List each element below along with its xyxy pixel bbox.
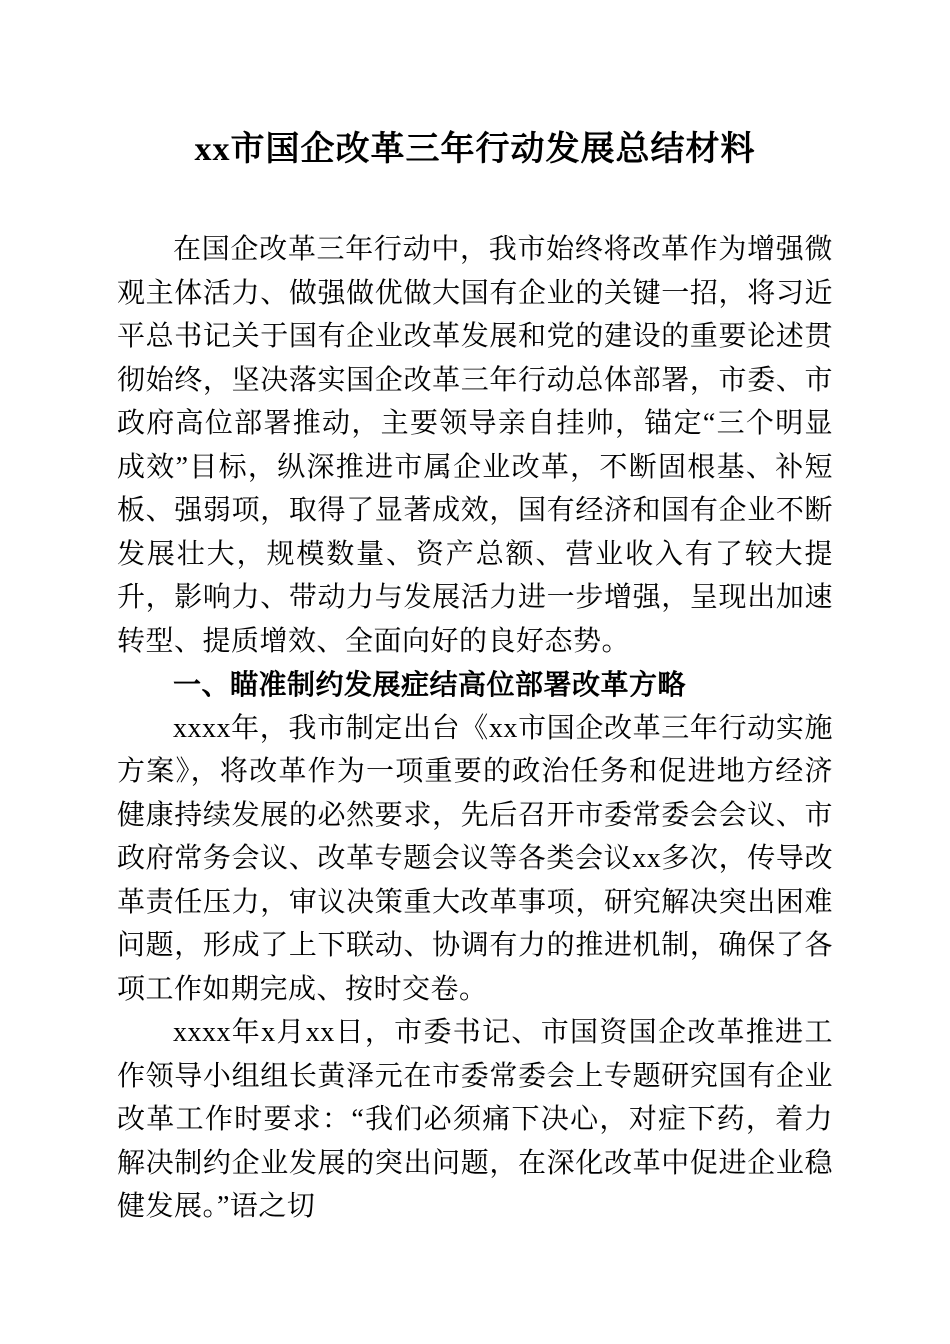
body-paragraph-2: xxxx年x月xx日，市委书记、市国资国企改革推进工作领导小组组长黄泽元在市委常委会上专题研究国有企业改革工作时要求：“我们必须痛下决心，对症下药，着力解决制约企业发展的突出问题，在深化改革中促进企业稳健发展。”语之切 [117,1017,833,1222]
section-heading: 一、瞄准制约发展症结高位部署改革方略 [173,669,687,700]
intro-paragraph: 在国企改革三年行动中，我市始终将改革作为增强微观主体活力、做强做优做大国有企业的关键一招，将习近平总书记关于国有企业改革发展和党的建设的重要论述贯彻始终，坚决落实国企改革三年行动总体部署，市委、市政府高位部署推动，主要领导亲自挂帅，锚定“三个明显成效”目标，纵深推进市属企业改革，不断固根基、补短板、强弱项，取得了显著成效，国有经济和国有企业不断发展壮大，规模数量、资产总额、营业收入有了较大提升，影响力、带动力与发展活力进一步增强，呈现出加速转型、提质增效、全面向好的良好态势。 [117,234,833,657]
body-paragraph-1: xxxx年，我市制定出台《xx市国企改革三年行动实施方案》，将改革作为一项重要的政治任务和促进地方经济健康持续发展的必然要求，先后召开市委常委会会议、市政府常务会议、改革专题会议等各类会议xx多次，传导改革责任压力，审议决策重大改革事项，研究解决突出困难问题，形成了上下联动、协调有力的推进机制，确保了各项工作如期完成、按时交卷。 [117,712,833,1005]
document-title: xx市国企改革三年行动发展总结材料 [194,131,756,168]
